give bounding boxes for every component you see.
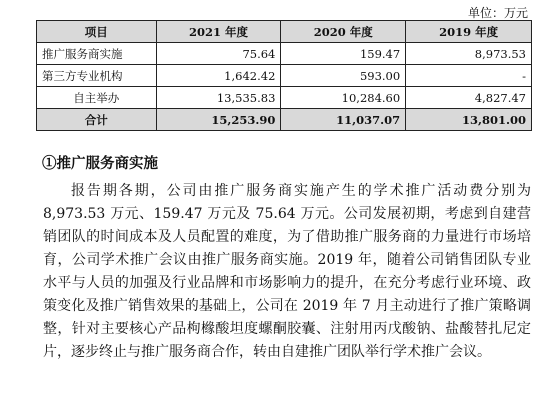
cell-value: 10,284.60 — [281, 87, 406, 109]
total-value: 11,037.07 — [281, 109, 406, 131]
expense-table — [36, 20, 532, 131]
cell-value: 13,535.83 — [156, 87, 281, 109]
header-2021: 2021 年度 — [156, 21, 281, 43]
table-row — [37, 65, 532, 87]
total-label: 合计 — [37, 109, 157, 131]
table-row — [37, 43, 532, 65]
cell-value: - — [406, 65, 532, 87]
total-value: 13,801.00 — [406, 109, 532, 131]
header-item: 项目 — [37, 21, 157, 43]
section-heading: ①推广服务商实施 — [42, 155, 158, 172]
header-2020: 2020 年度 — [281, 21, 406, 43]
cell-value: 75.64 — [156, 43, 281, 65]
row-label: 第三方专业机构 — [37, 65, 157, 87]
cell-value: 159.47 — [281, 43, 406, 65]
body-paragraph: 报告期各期，公司由推广服务商实施产生的学术推广活动费分别为 8,973.53 万元、159.47 万元及 75.64 万元。公司发展初期，考虑到自建营销团队的时间成本及人员配置的难度，为了借助推广服务商的力量进行市场培育，公司学术推广会议由推广服务商实施。2019 年，随着公司销售团队专业水平与人员的加强及行业品牌和市场影响力的提升，在充分考虑行业环境、政策变化及推广销售效果的基础上，公司在 2019 年 7 月主动进行了推广策略调整，针对主要核心产品枸橼酸坦度螺酮胶囊、注射用丙戊酸钠、盐酸替扎尼定片，逐步终止与推广服务商合作，转由自建推广团队举行学术推广会议。 — [43, 183, 531, 360]
table-row — [37, 87, 532, 109]
header-2019: 2019 年度 — [406, 21, 532, 43]
cell-value: 8,973.53 — [406, 43, 532, 65]
cell-value: 4,827.47 — [406, 87, 532, 109]
total-row — [37, 109, 532, 131]
row-label: 自主举办 — [37, 87, 157, 109]
table-header-row — [37, 21, 532, 43]
total-value: 15,253.90 — [156, 109, 281, 131]
unit-label: 单位：万元 — [467, 6, 528, 20]
row-label: 推广服务商实施 — [37, 43, 157, 65]
cell-value: 1,642.42 — [156, 65, 281, 87]
cell-value: 593.00 — [281, 65, 406, 87]
